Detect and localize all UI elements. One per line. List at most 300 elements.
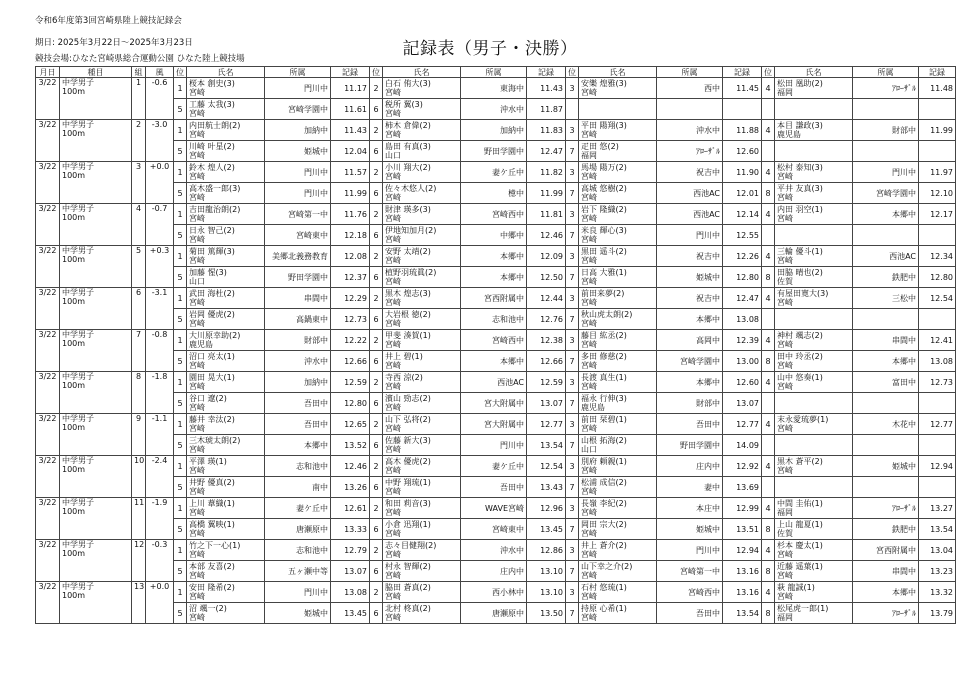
team-cell: 吾田中 [265,414,331,435]
record-cell [723,99,762,120]
athlete-cell [579,183,657,204]
athlete-prefecture: 宮崎 [189,151,205,160]
record-cell: 12.96 [527,498,566,519]
athlete-prefecture: 宮崎 [189,508,205,517]
record-cell: 12.37 [331,267,370,288]
place-cell: 7 [566,435,579,456]
col-name: 氏名 [383,67,461,78]
team-cell: 西池AC [657,204,723,225]
athlete-cell [579,456,657,477]
athlete-name: 竹之下一心(1) [189,541,241,550]
col-team: 所属 [265,67,331,78]
athlete-prefecture: 宮崎 [581,172,597,181]
record-cell: 13.69 [723,477,762,498]
wind-value: -1.1 [146,414,174,456]
athlete-name: 寺西 涼(2) [385,373,423,382]
heat-number: 12 [132,540,146,582]
athlete-name: 脇田 蒼真(2) [385,583,431,592]
record-cell: 13.32 [919,582,956,603]
athlete-cell [775,477,853,498]
athlete-name: 黒木 蒼平(2) [777,457,823,466]
athlete-prefecture: 宮崎 [385,466,401,475]
col-name: 氏名 [579,67,657,78]
athlete-cell [579,246,657,267]
athlete-prefecture: 宮崎 [385,298,401,307]
athlete-cell [579,288,657,309]
team-cell: 姫城中 [657,519,723,540]
athlete-prefecture: 宮崎 [189,193,205,202]
record-cell: 13.10 [527,561,566,582]
athlete-cell [187,120,265,141]
athlete-cell [775,540,853,561]
athlete-cell [383,99,461,120]
record-cell: 12.61 [331,498,370,519]
wind-value: +0.0 [146,582,174,624]
athlete-prefecture: 宮崎 [189,298,205,307]
event-category: 中学男子 [62,498,94,507]
athlete-cell [579,330,657,351]
team-cell [853,393,919,414]
date-cell: 3/22 [36,78,60,120]
athlete-name: 疋田 悠(2) [581,142,619,151]
athlete-prefecture: 宮崎 [581,382,597,391]
team-cell: 高岡中 [657,330,723,351]
athlete-cell [775,393,853,414]
col-heat: 組 [132,67,146,78]
record-cell: 13.79 [919,603,956,624]
team-cell: 門川中 [265,582,331,603]
athlete-name: 桜本 創史(3) [189,79,235,88]
athlete-prefecture: 宮崎 [385,571,401,580]
team-cell: 富田中 [853,372,919,393]
table-row [36,540,956,561]
athlete-cell [579,78,657,99]
athlete-name: 北村 柊真(2) [385,604,431,613]
athlete-prefecture: 宮崎 [189,445,205,454]
team-cell: 祝吉中 [657,288,723,309]
athlete-cell [187,246,265,267]
athlete-prefecture: 宮崎 [385,550,401,559]
table-row [36,246,956,267]
athlete-cell [775,267,853,288]
athlete-prefecture: 宮崎 [189,130,205,139]
event-distance: 100m [62,87,86,96]
athlete-cell [383,141,461,162]
col-team: 所属 [461,67,527,78]
athlete-prefecture: 宮崎 [581,214,597,223]
date-cell: 3/22 [36,414,60,456]
record-cell: 12.46 [331,456,370,477]
athlete-name: 山下幸之介(2) [581,562,633,571]
team-cell: 吾田中 [657,603,723,624]
date-cell: 3/22 [36,246,60,288]
athlete-name: 近藤 遥葉(1) [777,562,823,571]
athlete-cell [579,393,657,414]
place-cell: 3 [566,330,579,351]
place-cell: 8 [762,351,775,372]
athlete-prefecture: 宮崎 [189,319,205,328]
table-row [36,141,956,162]
team-cell: 吾田中 [265,393,331,414]
athlete-cell [775,162,853,183]
record-cell: 12.59 [331,372,370,393]
athlete-name: 村永 智輝(2) [385,562,431,571]
place-cell: 5 [174,561,187,582]
team-cell: 美郷北義務教育 [265,246,331,267]
date-cell: 3/22 [36,288,60,330]
team-cell: 沖水中 [265,351,331,372]
athlete-cell [579,519,657,540]
athlete-cell [187,183,265,204]
place-cell: 5 [174,393,187,414]
athlete-name: 石村 悠琉(1) [581,583,627,592]
table-row [36,477,956,498]
record-cell: 11.82 [527,162,566,183]
team-cell: 門川中 [461,435,527,456]
athlete-name: 中間 圭佑(1) [777,499,823,508]
table-row [36,267,956,288]
team-cell: 門川中 [265,78,331,99]
record-cell: 13.07 [331,561,370,582]
place-cell: 1 [174,246,187,267]
athlete-cell [383,372,461,393]
athlete-prefecture: 宮崎 [385,361,401,370]
meet-venue: 競技会場:ひなた宮崎県総合運動公園 ひなた陸上競技場 [35,54,245,64]
record-cell: 12.18 [331,225,370,246]
date-cell: 3/22 [36,120,60,162]
heat-number: 11 [132,498,146,540]
heat-number: 7 [132,330,146,372]
athlete-prefecture: 宮崎 [189,592,205,601]
team-cell: 鉄肥中 [853,267,919,288]
athlete-name: 松浦 成信(2) [581,478,627,487]
athlete-cell [187,498,265,519]
place-cell: 5 [174,477,187,498]
team-cell: 沖水中 [657,120,723,141]
record-cell: 13.07 [527,393,566,414]
table-row [36,414,956,435]
athlete-name: 武田 海杜(2) [189,289,235,298]
record-cell: 11.17 [331,78,370,99]
table-row [36,351,956,372]
athlete-cell [383,162,461,183]
athlete-name: 黒田 遥斗(2) [581,247,627,256]
wind-value: -3.1 [146,288,174,330]
event-category: 中学男子 [62,78,94,87]
athlete-name: 谷口 遼(2) [189,394,227,403]
place-cell: 6 [370,309,383,330]
team-cell: 財部中 [265,330,331,351]
team-cell: 五ヶ瀬中等 [265,561,331,582]
team-cell: ｱﾛｰｻﾞﾙ [853,603,919,624]
team-cell: 西中 [657,78,723,99]
athlete-cell [775,99,853,120]
athlete-cell [775,120,853,141]
table-row [36,456,956,477]
wind-value: -0.7 [146,204,174,246]
athlete-cell [383,540,461,561]
place-cell: 7 [566,603,579,624]
team-cell: 宮大附属中 [461,414,527,435]
record-cell: 12.39 [723,330,762,351]
athlete-prefecture: 宮崎 [189,613,205,622]
record-cell: 13.04 [919,540,956,561]
wind-value: +0.3 [146,246,174,288]
col-record: 記録 [723,67,762,78]
team-cell: 祝吉中 [657,162,723,183]
athlete-name: 秋山虎太朗(2) [581,310,633,319]
record-cell: 11.48 [919,78,956,99]
athlete-cell [383,120,461,141]
col-record: 記録 [331,67,370,78]
team-cell: 沖水中 [461,540,527,561]
place-cell [762,435,775,456]
athlete-cell [579,225,657,246]
team-cell: 志和池中 [265,540,331,561]
event-cell [60,414,132,456]
athlete-cell [187,372,265,393]
team-cell: 宮崎第一中 [657,561,723,582]
athlete-prefecture: 宮崎 [189,571,205,580]
athlete-prefecture: 福岡 [581,151,597,160]
athlete-name: 前田 栞碧(1) [581,415,627,424]
athlete-prefecture: 宮崎 [385,319,401,328]
place-cell: 3 [566,456,579,477]
athlete-prefecture: 佐賀 [777,277,793,286]
team-cell [853,435,919,456]
team-cell: 本郷中 [853,582,919,603]
athlete-name: 山中 悠奏(1) [777,373,823,382]
athlete-prefecture: 宮崎 [581,193,597,202]
record-cell: 12.10 [919,183,956,204]
athlete-name: 黒木 煌志(3) [385,289,431,298]
event-distance: 100m [62,549,86,558]
record-cell: 12.77 [527,414,566,435]
col-name: 氏名 [775,67,853,78]
event-distance: 100m [62,465,86,474]
athlete-name: 田脇 晴也(2) [777,268,823,277]
athlete-name: 三木琥太朗(2) [189,436,241,445]
table-row [36,78,956,99]
team-cell: 庄内中 [657,456,723,477]
athlete-prefecture: 宮崎 [581,550,597,559]
col-place: 位 [370,67,383,78]
team-cell: 南中 [265,477,331,498]
record-cell: 13.45 [527,519,566,540]
athlete-prefecture: 宮崎 [777,340,793,349]
athlete-name: 沼 颯一(2) [189,604,227,613]
athlete-prefecture: 宮崎 [777,172,793,181]
team-cell [853,141,919,162]
athlete-prefecture: 宮崎 [385,214,401,223]
athlete-prefecture: 宮崎 [777,466,793,475]
athlete-prefecture: 宮崎 [581,508,597,517]
team-cell [657,99,723,120]
athlete-prefecture: 宮崎 [581,340,597,349]
date-cell: 3/22 [36,162,60,204]
place-cell: 2 [370,330,383,351]
athlete-prefecture: 宮崎 [777,592,793,601]
athlete-prefecture: 宮崎 [581,235,597,244]
athlete-name: 川崎 叶星(2) [189,142,235,151]
athlete-prefecture: 鹿児島 [777,130,801,139]
athlete-cell [187,204,265,225]
team-cell: 宮西附属中 [853,540,919,561]
table-row [36,162,956,183]
athlete-cell [187,414,265,435]
event-cell [60,456,132,498]
athlete-prefecture: 宮崎 [777,382,793,391]
athlete-prefecture: 宮崎 [385,130,401,139]
team-cell: 加納中 [265,372,331,393]
event-category: 中学男子 [62,162,94,171]
place-cell: 5 [174,519,187,540]
athlete-name: 馬場 陽万(2) [581,163,627,172]
event-category: 中学男子 [62,372,94,381]
date-cell: 3/22 [36,456,60,498]
athlete-prefecture: 宮崎 [385,277,401,286]
record-cell: 12.65 [331,414,370,435]
athlete-prefecture: 宮崎 [385,508,401,517]
athlete-name: 本目 謙政(3) [777,121,823,130]
record-cell: 12.41 [919,330,956,351]
event-category: 中学男子 [62,414,94,423]
athlete-name: 佐々木悠人(2) [385,184,437,193]
record-cell: 12.17 [919,204,956,225]
record-cell: 11.45 [723,78,762,99]
event-cell [60,330,132,372]
athlete-name: 高城 悠樹(2) [581,184,627,193]
place-cell: 6 [370,183,383,204]
event-distance: 100m [62,297,86,306]
athlete-prefecture: 宮崎 [385,487,401,496]
athlete-cell [579,120,657,141]
athlete-name: 岡田 宗大(2) [581,520,627,529]
place-cell: 7 [566,225,579,246]
athlete-prefecture: 宮崎 [385,340,401,349]
record-cell: 12.77 [723,414,762,435]
event-category: 中学男子 [62,120,94,129]
place-cell: 2 [370,456,383,477]
athlete-name: 園田 晃大(1) [189,373,235,382]
place-cell: 1 [174,372,187,393]
athlete-prefecture: 福岡 [777,508,793,517]
athlete-cell [187,519,265,540]
athlete-name: 税所 翼(3) [385,100,423,109]
athlete-name: 井上 蒼介(2) [581,541,627,550]
athlete-prefecture: 宮崎 [581,277,597,286]
heat-number: 5 [132,246,146,288]
record-cell: 13.16 [723,582,762,603]
record-cell: 13.45 [331,603,370,624]
table-row [36,330,956,351]
place-cell: 2 [370,582,383,603]
place-cell [762,99,775,120]
table-row [36,603,956,624]
athlete-name: 平田 陽翔(3) [581,121,627,130]
athlete-cell [775,582,853,603]
place-cell: 8 [762,519,775,540]
table-row [36,288,956,309]
athlete-name: 三輪 優斗(1) [777,247,823,256]
record-cell: 12.14 [723,204,762,225]
col-place: 位 [762,67,775,78]
team-cell: 門川中 [657,225,723,246]
athlete-name: 伊地知加月(2) [385,226,437,235]
athlete-cell [775,183,853,204]
team-cell: 檍中 [461,183,527,204]
athlete-name: 吉田龍治朗(2) [189,205,241,214]
athlete-name: 上山 龍夏(1) [777,520,823,529]
athlete-name: 柿木 倉偉(2) [385,121,431,130]
team-cell: 志和池中 [265,456,331,477]
athlete-prefecture: 福岡 [777,613,793,622]
col-record: 記録 [919,67,956,78]
event-distance: 100m [62,507,86,516]
place-cell: 3 [566,162,579,183]
team-cell: 本郷中 [461,351,527,372]
athlete-prefecture: 宮崎 [777,550,793,559]
athlete-cell [579,603,657,624]
record-cell: 13.07 [723,393,762,414]
athlete-prefecture: 宮崎 [777,571,793,580]
team-cell: 宮崎西中 [657,582,723,603]
event-cell [60,162,132,204]
athlete-cell [775,456,853,477]
athlete-cell [187,309,265,330]
record-cell: 12.54 [527,456,566,477]
place-cell: 2 [370,372,383,393]
table-row [36,309,956,330]
heat-number: 6 [132,288,146,330]
athlete-prefecture: 宮崎 [581,529,597,538]
col-team: 所属 [657,67,723,78]
record-cell: 12.73 [331,309,370,330]
record-cell: 11.76 [331,204,370,225]
event-category: 中学男子 [62,288,94,297]
athlete-prefecture: 佐賀 [777,529,793,538]
record-cell: 11.81 [527,204,566,225]
team-cell: 高鍋東中 [265,309,331,330]
athlete-prefecture: 宮崎 [777,298,793,307]
team-cell: 財部中 [657,393,723,414]
athlete-name: 本部 友喜(2) [189,562,235,571]
heat-number: 13 [132,582,146,624]
athlete-prefecture: 宮崎 [581,88,597,97]
record-cell: 11.43 [331,120,370,141]
record-cell: 12.80 [331,393,370,414]
athlete-name: 松尾虎一郎(1) [777,604,829,613]
results-body [36,78,956,624]
record-cell: 14.09 [723,435,762,456]
athlete-prefecture: 宮崎 [385,109,401,118]
place-cell: 2 [370,288,383,309]
team-cell: 三松中 [853,288,919,309]
event-cell [60,498,132,540]
place-cell: 7 [566,309,579,330]
athlete-cell [775,204,853,225]
place-cell: 1 [174,330,187,351]
athlete-cell [187,288,265,309]
place-cell: 7 [566,393,579,414]
wind-value: -2.4 [146,456,174,498]
athlete-name: 平井 友真(3) [777,184,823,193]
athlete-prefecture: 宮崎 [385,529,401,538]
record-cell: 12.76 [527,309,566,330]
record-cell [919,393,956,414]
record-cell: 11.97 [919,162,956,183]
team-cell [853,225,919,246]
